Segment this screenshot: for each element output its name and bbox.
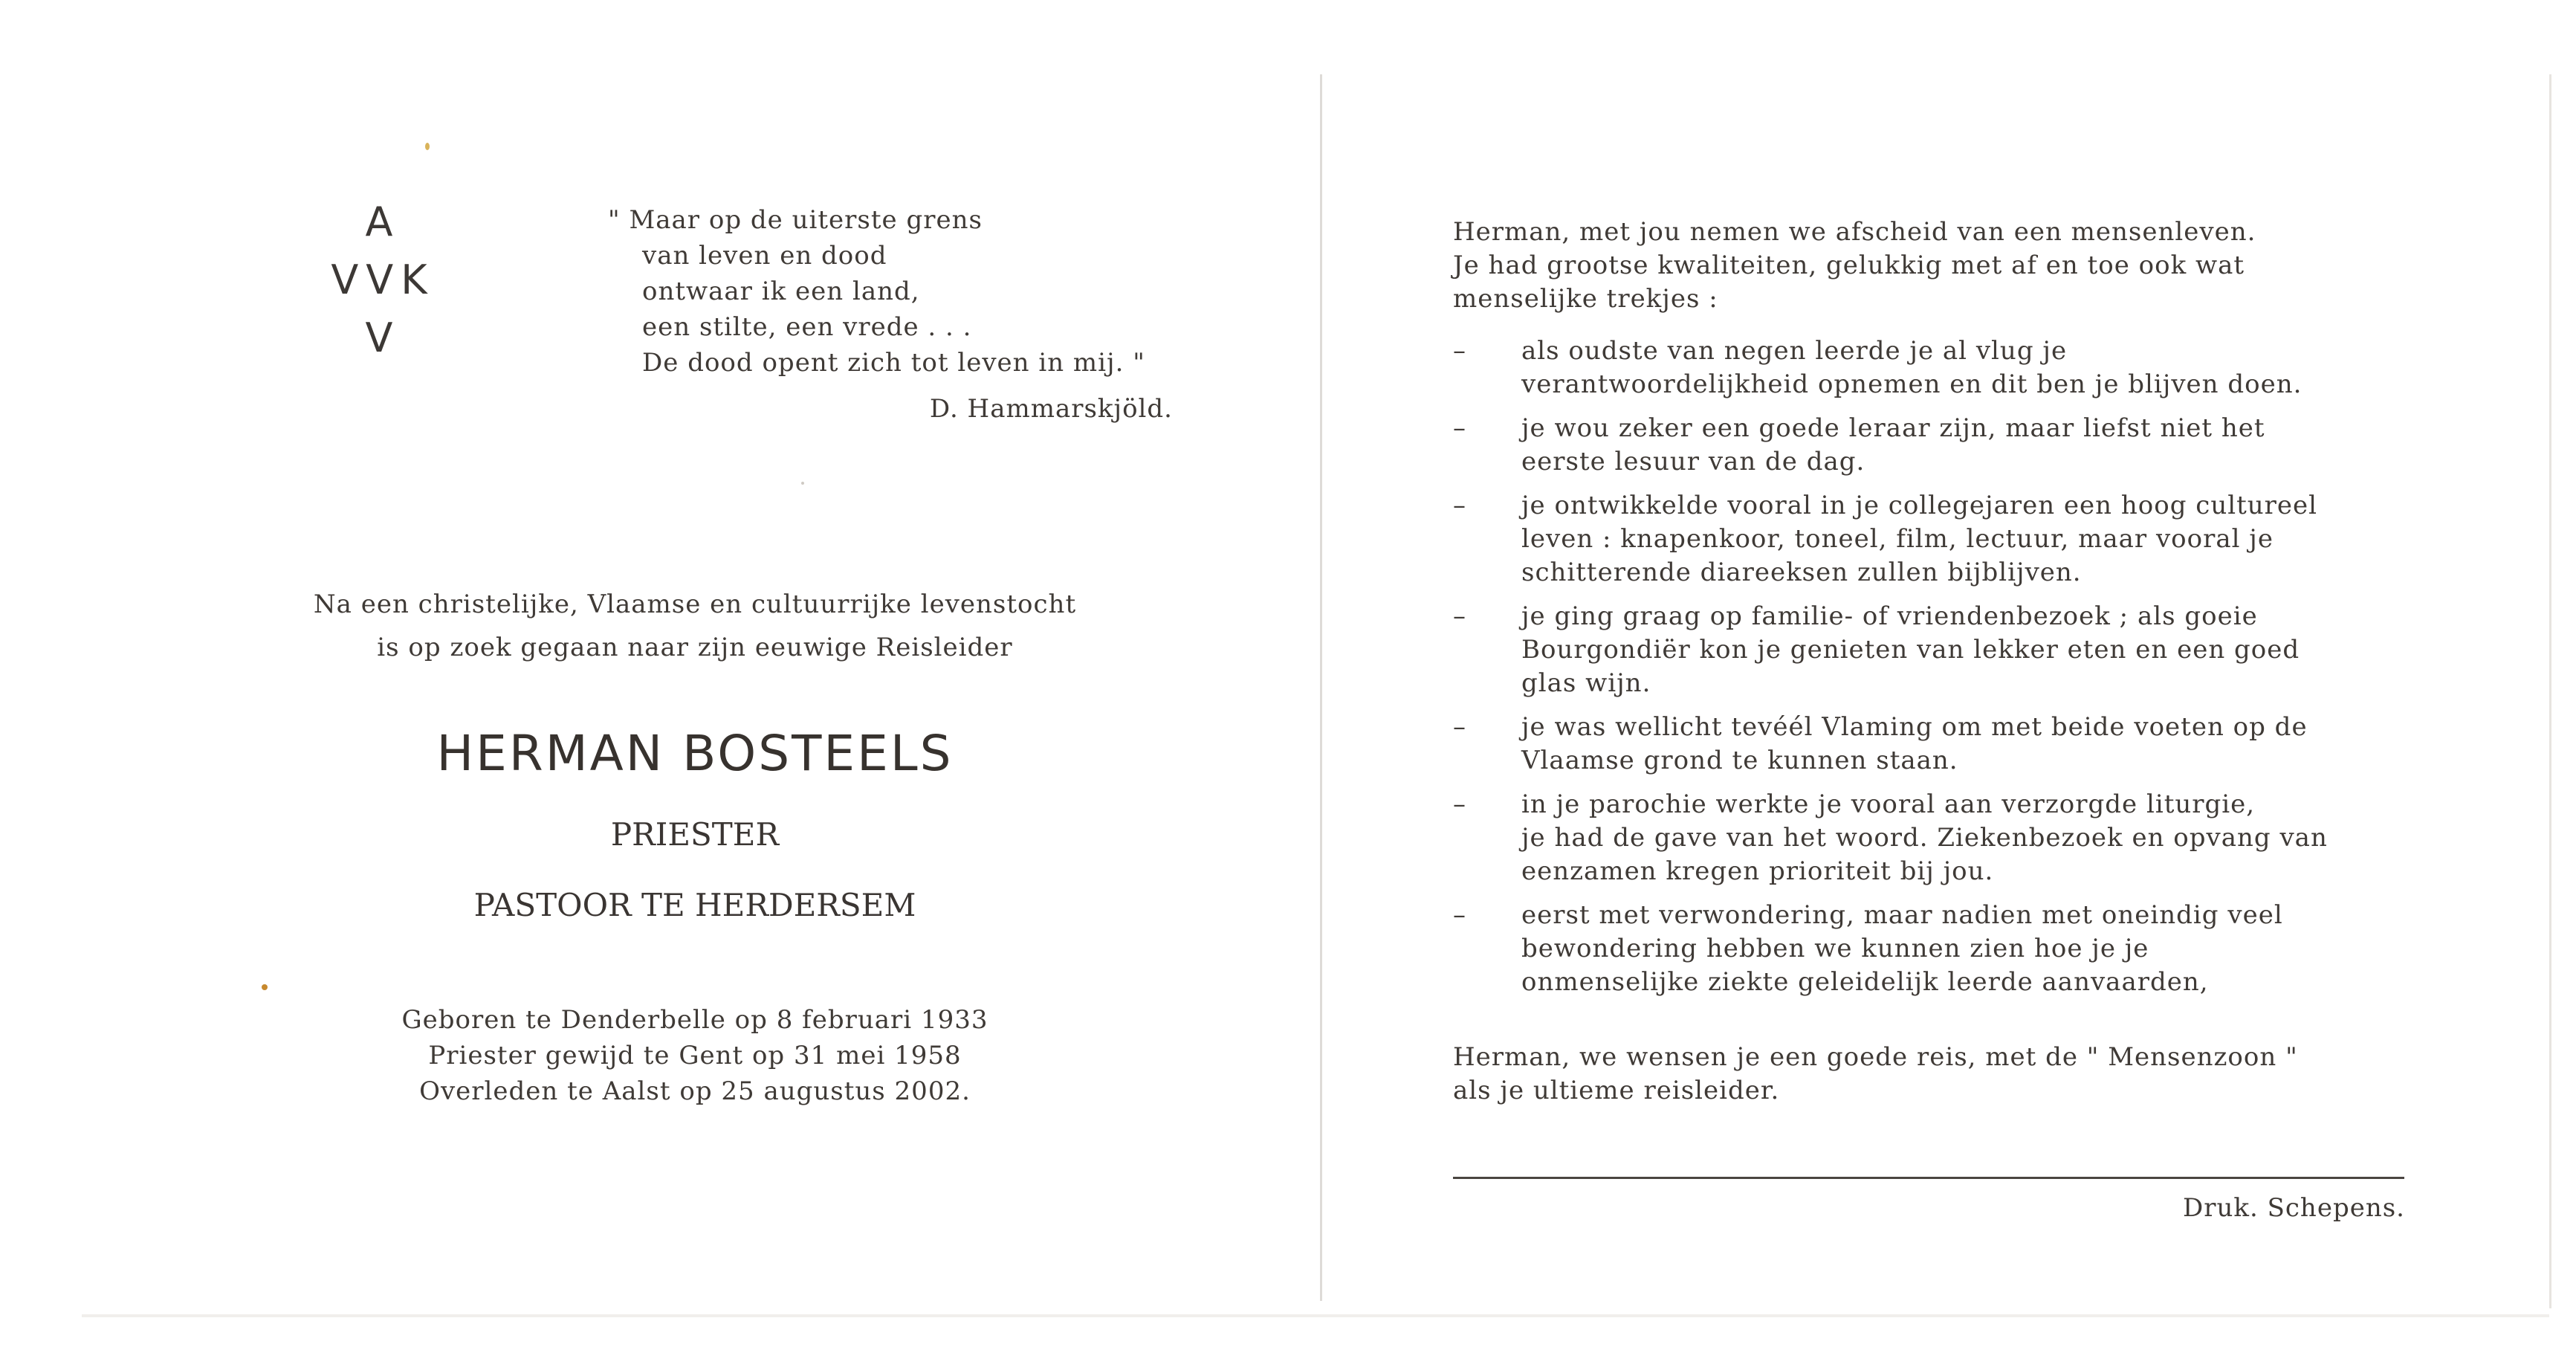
list-item-line: je wou zeker een goede leraar zijn, maar liefst niet het: [1521, 413, 2265, 443]
opening-line: menselijke trekjes :: [1453, 284, 1718, 314]
closing-line: als je ultieme reisleider.: [1453, 1076, 1780, 1105]
list-item-line: eerst met verwondering, maar nadien met oneindig veel: [1521, 900, 2283, 930]
printer-credit: Druk. Schepens.: [2182, 1193, 2405, 1223]
tribute-list: [1453, 335, 2441, 1010]
deceased-name: HERMAN BOSTEELS: [436, 725, 954, 782]
closing-line: Herman, we wensen je een goede reis, met de " Mensenzoon ": [1453, 1042, 2298, 1072]
role-priest: PRIESTER: [610, 816, 780, 853]
page-edge: [82, 1314, 2549, 1317]
dash-marker: –: [1453, 712, 1466, 742]
list-item: [1453, 788, 2441, 888]
role-pastor: PASTOOR TE HERDERSEM: [473, 887, 916, 923]
intro-line: Na een christelijke, Vlaamse en cultuurrijke levenstocht: [313, 589, 1077, 619]
list-item-line: onmenselijke ziekte geleidelijk leerde aanvaarden,: [1521, 967, 2209, 997]
opening-line: Je had grootse kwaliteiten, gelukkig met af en toe ook wat: [1453, 251, 2245, 280]
cross-middle-letters: VVK: [331, 256, 435, 303]
list-item-line: je ging graag op familie- of vriendenbezoek ; als goeie: [1521, 601, 2258, 631]
quote-line: ontwaar ik een land,: [642, 277, 920, 306]
dash-marker: –: [1453, 601, 1466, 631]
closing-paragraph: [1453, 1041, 2404, 1108]
intro-text: [268, 583, 1122, 669]
dash-marker: –: [1453, 900, 1466, 930]
dash-marker: –: [1453, 413, 1466, 443]
paper-speck: [801, 482, 804, 485]
list-item-line: verantwoordelijkheid opnemen en dit ben je blijven doen.: [1521, 369, 2302, 399]
list-item-line: je had de gave van het woord. Ziekenbezoek en opvang van: [1521, 823, 2328, 853]
cross-bottom-letter: V: [365, 314, 401, 361]
list-item-line: Vlaamse grond te kunnen staan.: [1521, 746, 1958, 775]
list-item-line: je was wellicht tevéél Vlaming om met beide voeten op de: [1521, 712, 2308, 742]
opening-paragraph: [1453, 216, 2404, 316]
opening-line: Herman, met jou nemen we afscheid van een mensenleven.: [1453, 217, 2256, 247]
list-item: [1453, 335, 2441, 401]
quote-author: D. Hammarskjöld.: [929, 394, 1173, 424]
quote-line: De dood opent zich tot leven in mij. ": [642, 348, 1145, 378]
list-item-line: leven : knapenkoor, toneel, film, lectuur, maar vooral je: [1521, 524, 2274, 554]
paper-speck: [262, 984, 268, 990]
life-dates: [268, 1002, 1122, 1109]
ordination-line: Priester gewijd te Gent op 31 mei 1958: [428, 1041, 962, 1070]
fold-line: [1320, 74, 1322, 1301]
quote-line: " Maar op de uiterste grens: [608, 205, 983, 235]
dash-marker: –: [1453, 491, 1466, 520]
quote-line: van leven en dood: [642, 241, 887, 271]
page-edge-right: [2549, 74, 2551, 1308]
birth-line: Geboren te Denderbelle op 8 februari 1933: [401, 1005, 988, 1035]
list-item-line: schitterende diareeksen zullen bijblijven.: [1521, 558, 2082, 587]
paper-speck: [425, 143, 430, 150]
cross-monogram: [305, 193, 453, 367]
list-item: [1453, 899, 2441, 999]
list-item-line: als oudste van negen leerde je al vlug je: [1521, 336, 2068, 366]
list-item-line: in je parochie werkte je vooral aan verzorgde liturgie,: [1521, 789, 2256, 819]
dash-marker: –: [1453, 789, 1466, 819]
list-item: [1453, 489, 2441, 589]
death-line: Overleden te Aalst op 25 augustus 2002.: [419, 1076, 971, 1106]
list-item-line: bewondering hebben we kunnen zien hoe je je: [1521, 934, 2149, 963]
cross-top-letter: A: [365, 198, 401, 245]
list-item-line: Bourgondiër kon je genieten van lekker eten en een goed: [1521, 635, 2300, 665]
list-item: [1453, 412, 2441, 479]
list-item-line: eenzamen kregen prioriteit bij jou.: [1521, 856, 1994, 886]
quote-line: een stilte, een vrede . . .: [642, 312, 972, 342]
dash-marker: –: [1453, 336, 1466, 366]
list-item-line: eerste lesuur van de dag.: [1521, 447, 1865, 477]
list-item-line: glas wijn.: [1521, 668, 1651, 698]
quote-block: [608, 202, 1262, 424]
list-item: [1453, 600, 2441, 700]
intro-line: is op zoek gegaan naar zijn eeuwige Reisleider: [377, 633, 1013, 662]
list-item: [1453, 711, 2441, 778]
horizontal-rule: [1453, 1177, 2404, 1179]
list-item-line: je ontwikkelde vooral in je collegejaren een hoog cultureel: [1521, 491, 2318, 520]
